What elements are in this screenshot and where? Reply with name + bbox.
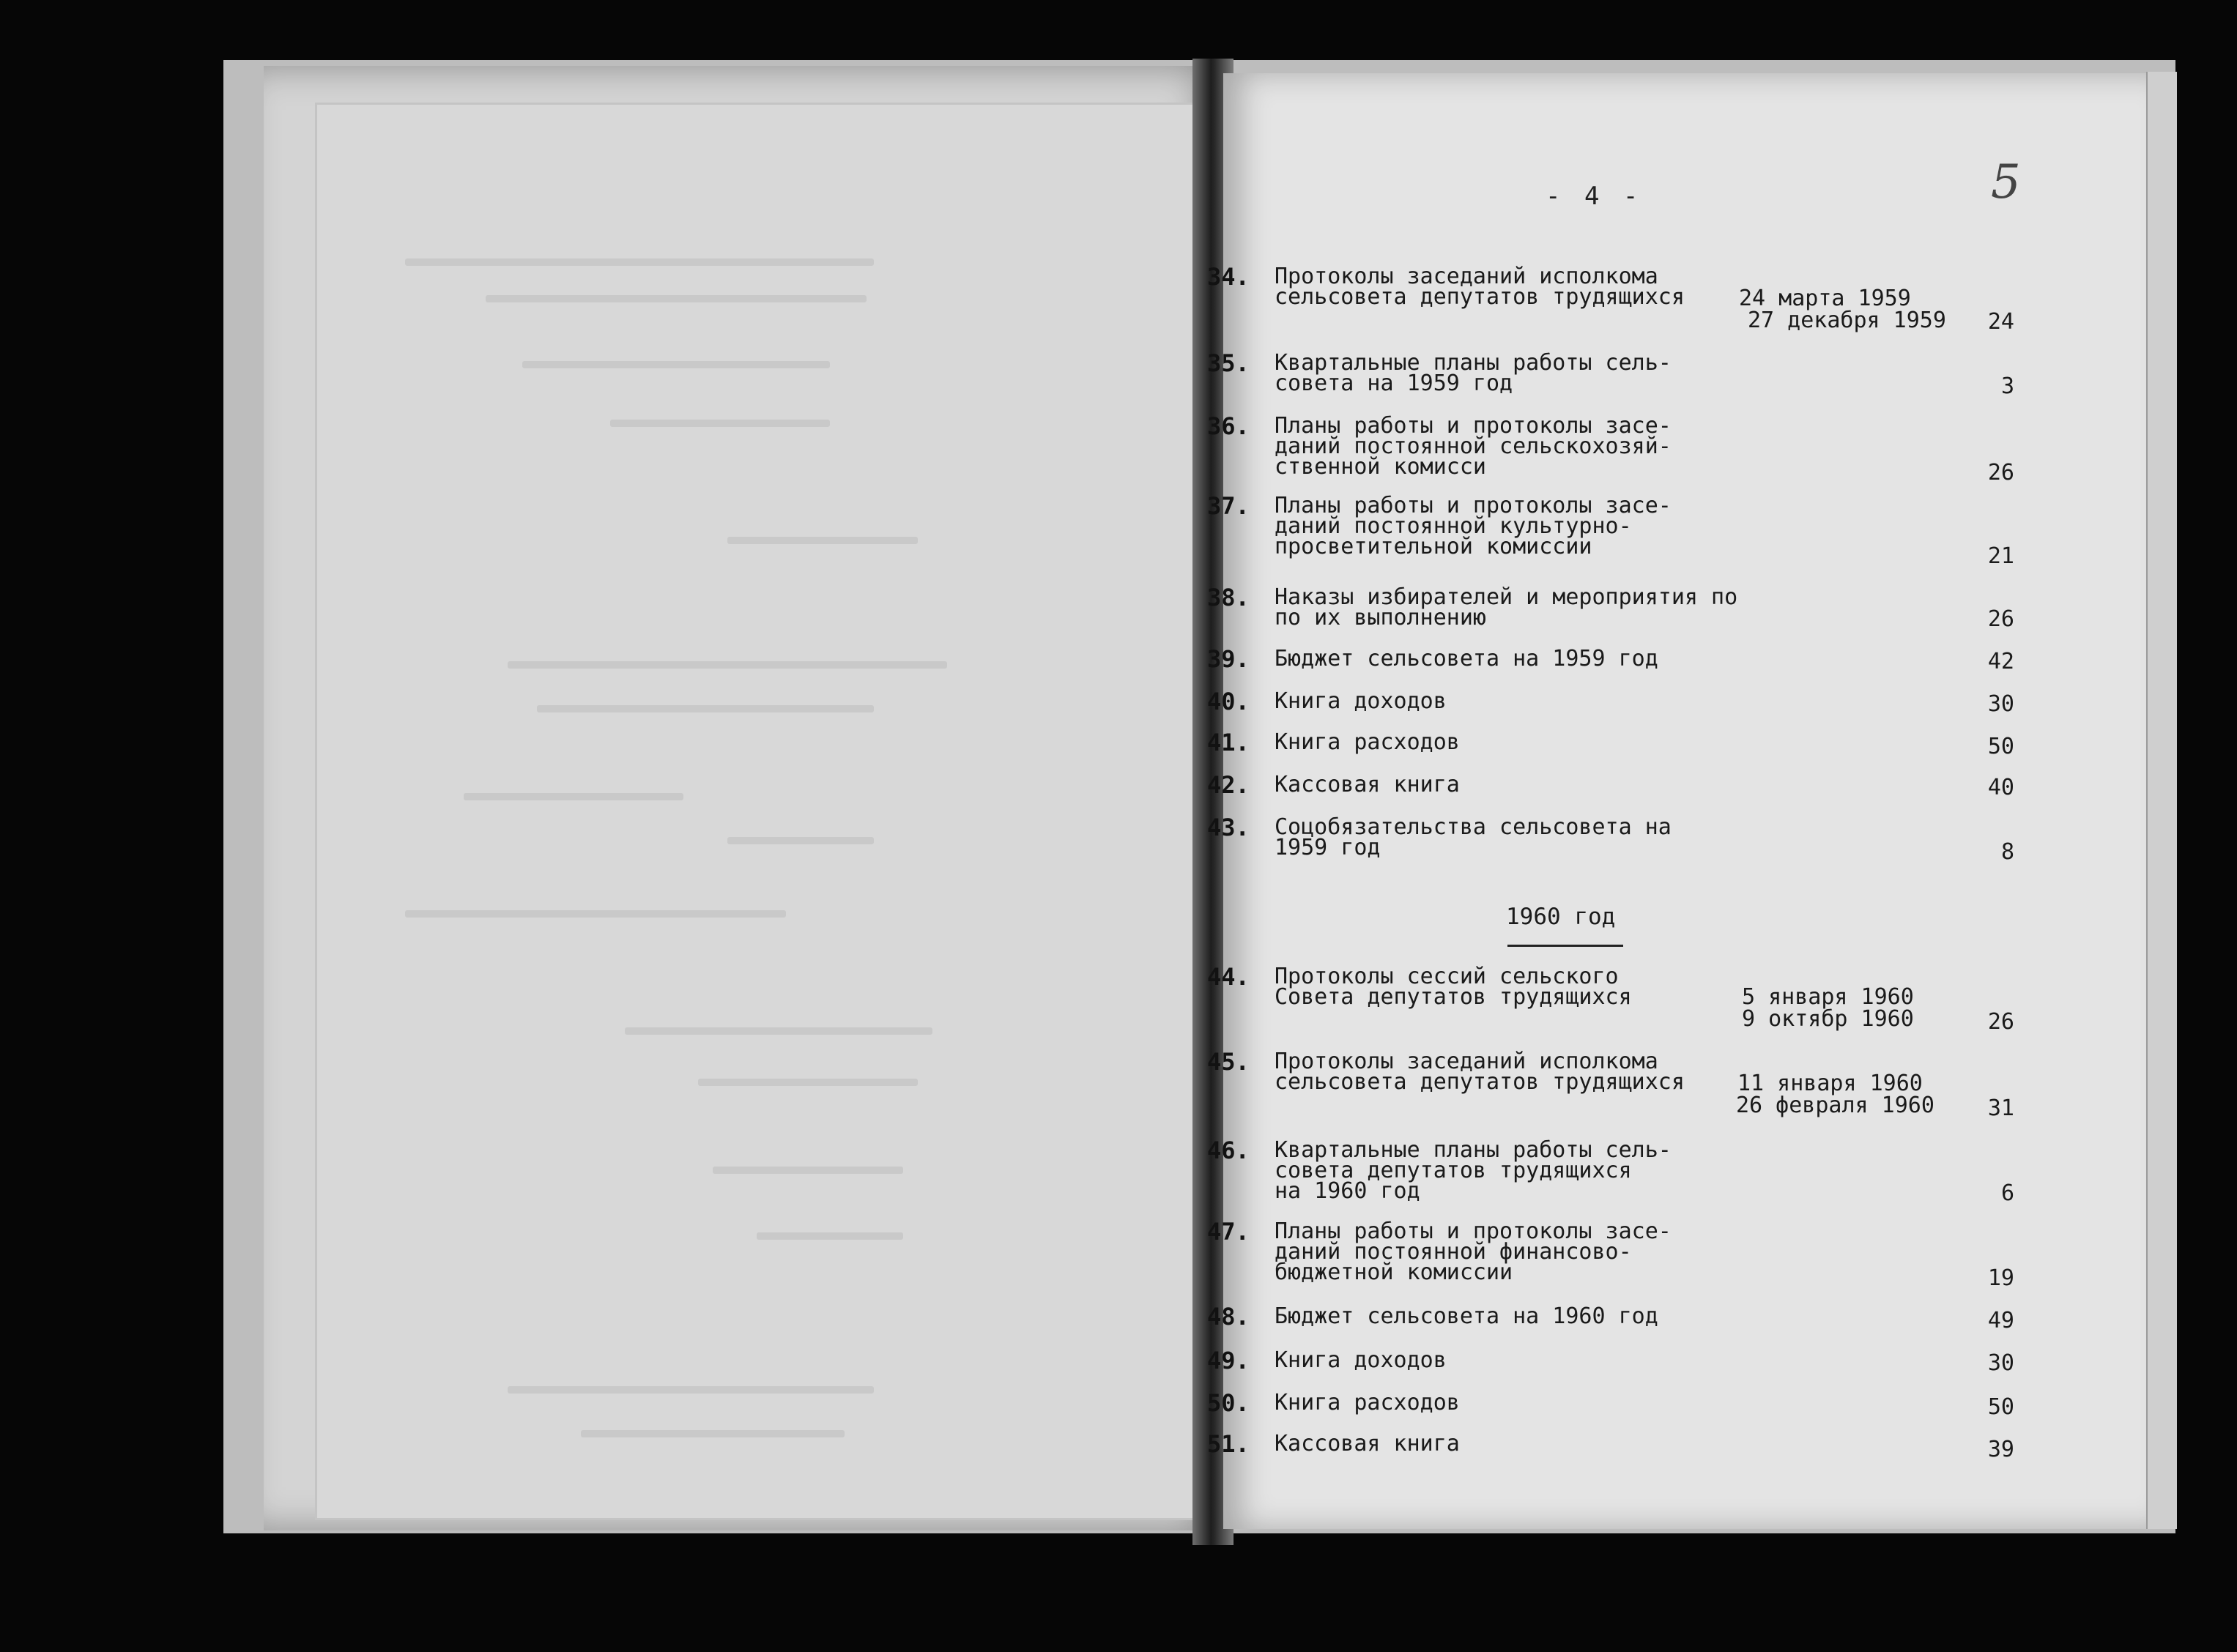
entry-date: 5 января 1960 bbox=[1742, 984, 1914, 1010]
entry-title-line: Протоколы заседаний исполкома bbox=[1275, 1049, 1658, 1074]
entry-sheet-count: 26 bbox=[1987, 1009, 2014, 1035]
entry-title-line: просветительной комиссии bbox=[1275, 534, 1592, 559]
entry-number: 45. bbox=[1207, 1048, 1250, 1076]
entry-sheet-count: 6 bbox=[2000, 1180, 2014, 1206]
entry-date: 9 октябр 1960 bbox=[1742, 1006, 1914, 1032]
entry-sheet-count: 26 bbox=[1987, 606, 2014, 632]
entry-title-line: на 1960 год bbox=[1275, 1178, 1420, 1204]
entry-number: 40. bbox=[1207, 688, 1250, 715]
entry-title-line: Соцобязательства сельсовета на bbox=[1275, 814, 1672, 840]
entry-number: 39. bbox=[1207, 645, 1250, 673]
entry-sheet-count: 50 bbox=[1987, 734, 2014, 759]
entry-sheet-count: 3 bbox=[2000, 373, 2014, 399]
entry-title-line: по их выполнению bbox=[1275, 605, 1486, 630]
entry-title-line: сельсовета депутатов трудящихся bbox=[1275, 1069, 1685, 1095]
entry-number: 51. bbox=[1207, 1430, 1250, 1458]
entry-title-line: Кассовая книга bbox=[1275, 772, 1460, 797]
entry-sheet-count: 50 bbox=[1987, 1394, 2014, 1420]
entry-number: 34. bbox=[1207, 263, 1250, 291]
entry-title-line: Кассовая книга bbox=[1275, 1431, 1460, 1456]
entry-title-line: Бюджет сельсовета на 1960 год bbox=[1275, 1303, 1658, 1329]
entry-title-line: Планы работы и протоколы засе- bbox=[1275, 413, 1672, 439]
entry-number: 42. bbox=[1207, 771, 1250, 799]
entry-number: 43. bbox=[1207, 814, 1250, 841]
entry-sheet-count: 26 bbox=[1987, 460, 2014, 485]
section-heading-1960: 1960 год bbox=[1506, 904, 1616, 930]
entry-title-line: Протоколы сессий сельского bbox=[1275, 964, 1619, 989]
entry-sheet-count: 39 bbox=[1987, 1437, 2014, 1462]
entry-title-line: совета на 1959 год bbox=[1275, 371, 1513, 396]
entry-sheet-count: 21 bbox=[1987, 543, 2014, 569]
entry-title-line: Квартальные планы работы сель- bbox=[1275, 350, 1672, 376]
entry-sheet-count: 30 bbox=[1987, 1350, 2014, 1376]
entry-title-line: Протоколы заседаний исполкома bbox=[1275, 264, 1658, 289]
entry-title-line: Книга доходов bbox=[1275, 688, 1447, 714]
entry-number: 50. bbox=[1207, 1389, 1250, 1417]
entry-title-line: Планы работы и протоколы засе- bbox=[1275, 493, 1672, 518]
entry-title-line: даний постоянной финансово- bbox=[1275, 1239, 1632, 1265]
entry-sheet-count: 19 bbox=[1987, 1265, 2014, 1291]
entry-sheet-count: 42 bbox=[1987, 649, 2014, 674]
entry-title-line: Совета депутатов трудящихся bbox=[1275, 984, 1632, 1010]
entry-sheet-count: 30 bbox=[1987, 691, 2014, 717]
entry-date: 11 января 1960 bbox=[1737, 1071, 1923, 1096]
entry-title-line: 1959 год bbox=[1275, 835, 1381, 860]
entry-title-line: Книга расходов bbox=[1275, 1390, 1460, 1415]
entry-title-line: даний постоянной сельскохозяй- bbox=[1275, 434, 1672, 459]
entry-title-line: совета депутатов трудящихся bbox=[1275, 1158, 1632, 1183]
entry-number: 35. bbox=[1207, 349, 1250, 377]
entry-number: 41. bbox=[1207, 729, 1250, 756]
entry-number: 49. bbox=[1207, 1347, 1250, 1374]
entry-number: 44. bbox=[1207, 963, 1250, 991]
entry-title-line: Наказы избирателей и мероприятия по bbox=[1275, 584, 1738, 610]
entry-title-line: Планы работы и протоколы засе- bbox=[1275, 1218, 1672, 1244]
entry-sheet-count: 31 bbox=[1987, 1095, 2014, 1121]
entry-title-line: Бюджет сельсовета на 1959 год bbox=[1275, 646, 1658, 671]
page-number: - 4 - bbox=[1546, 182, 1643, 211]
entry-number: 46. bbox=[1207, 1136, 1250, 1164]
entry-number: 37. bbox=[1207, 492, 1250, 520]
entry-title-line: даний постоянной культурно- bbox=[1275, 513, 1632, 539]
entry-number: 47. bbox=[1207, 1218, 1250, 1246]
entry-date: 27 декабря 1959 bbox=[1748, 308, 1946, 333]
entry-sheet-count: 8 bbox=[2000, 839, 2014, 865]
entry-sheet-count: 49 bbox=[1987, 1308, 2014, 1333]
entry-title-line: Квартальные планы работы сель- bbox=[1275, 1137, 1672, 1163]
entry-title-line: бюджетной комиссии bbox=[1275, 1260, 1513, 1285]
entry-title-line: сельсовета депутатов трудящихся bbox=[1275, 284, 1685, 310]
entry-number: 36. bbox=[1207, 412, 1250, 440]
entry-title-line: Книга расходов bbox=[1275, 729, 1460, 755]
entry-sheet-count: 40 bbox=[1987, 775, 2014, 800]
pencil-mark-text: 5 bbox=[1991, 155, 2021, 209]
entry-title-line: ственной комисси bbox=[1275, 454, 1486, 480]
entry-date: 24 марта 1959 bbox=[1739, 286, 1911, 311]
entry-title-line: Книга доходов bbox=[1275, 1347, 1447, 1373]
entry-number: 38. bbox=[1207, 584, 1250, 611]
entry-number: 48. bbox=[1207, 1303, 1250, 1331]
entry-date: 26 февраля 1960 bbox=[1736, 1093, 1934, 1118]
entry-sheet-count: 24 bbox=[1987, 309, 2014, 335]
